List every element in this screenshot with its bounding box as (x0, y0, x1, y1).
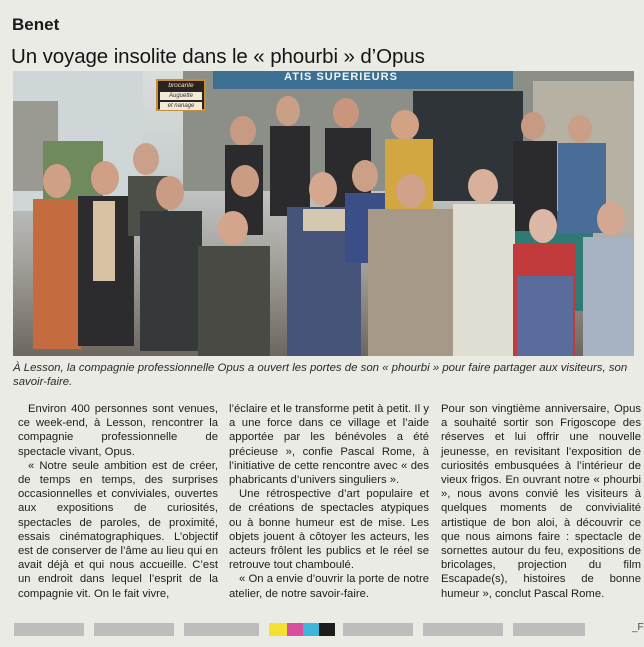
text-column-1 (18, 402, 218, 601)
print-registration-bar (14, 623, 612, 636)
registration-swatch (343, 623, 413, 636)
photo-caption: À Lesson, la compagnie professionnelle Opus a ouvert les portes de son « phourbi » pour faire partager aux visiteurs, son savoir-faire. (13, 362, 628, 388)
registration-swatch (269, 623, 287, 636)
text-column-2 (229, 402, 429, 601)
registration-swatch (184, 623, 259, 636)
column2-paragraph-2: Une rétrospective d’art populaire et de créations de spectacles atypiques ou à bonne humeur est de mise. Les objets jouent à côtoyer les acteurs, les acteurs frôlent les publics et le réel se retrouve tout chamboulé. (229, 488, 429, 572)
shop-sign-line3: et nanage (160, 102, 202, 110)
registration-swatch (319, 623, 335, 636)
awning-lettering: ATIS SUPERIEURS (284, 71, 398, 83)
registration-swatch (14, 623, 84, 636)
registration-swatch (303, 623, 319, 636)
shop-sign (156, 79, 206, 111)
column2-paragraph-1: l’éclaire et le transforme petit à petit. Il y a une force dans ce village et l’aide apportée par les bénévoles a été précieuse », confie Pascal Rome, à l’initiative de cette rencontre avec « des phabricants d’univers singuliers ». (229, 403, 429, 487)
registration-swatch (423, 623, 503, 636)
registration-swatch (94, 623, 174, 636)
column3-paragraph-1: Pour son vingtième anniversaire, Opus a souhaité sortir son Frigoscope des réserves et lui offrir une nouvelle jeunesse, en revisitant l’exposition de curiosités embusquées à l’intérieur de vieux frigos. En ouvrant notre « phourbi », nous avons convié les visiteurs à quelques moments de convivialité artistique de bon aloi, à découvrir ce que nous aimons faire : spectacle de sornettes autour du feu, expositions de bricolages, projection du film Escapade(s), histoires de bonne humeur », conclut Pascal Rome. (441, 403, 641, 600)
article-photo (13, 71, 634, 356)
page-mark: _F (632, 622, 644, 633)
group-photo-illustration (13, 71, 634, 356)
registration-swatch (513, 623, 585, 636)
column1-paragraph-2: « Notre seule ambition est de créer, de temps en temps, des surprises occasionnelles et conviviales, ouvertes aux expositions de curiosités, spectacles de paroles, de proximité, essais cinématographiques. L’objectif est de conserver de l’âme au lieu qui en avait déjà et qui nous accueille. C’est un endroit dans lequel l’esprit de la compagnie vit. On le fait vivre, (18, 459, 218, 600)
registration-swatch (287, 623, 303, 636)
shop-sign-line1: brocante (168, 82, 194, 89)
shop-sign-line2: Auguette (160, 92, 202, 100)
section-rubric: Benet (12, 15, 60, 34)
column1-paragraph-1: Environ 400 personnes sont venues, ce week-end, à Lesson, rencontrer la compagnie professionnelle de spectacle vivant, Opus. (18, 403, 218, 458)
column2-paragraph-3: « On a envie d’ouvrir la porte de notre atelier, de notre savoir-faire. (229, 573, 429, 600)
article-headline: Un voyage insolite dans le « phourbi » d’Opus (11, 45, 425, 68)
text-column-3 (441, 402, 641, 601)
